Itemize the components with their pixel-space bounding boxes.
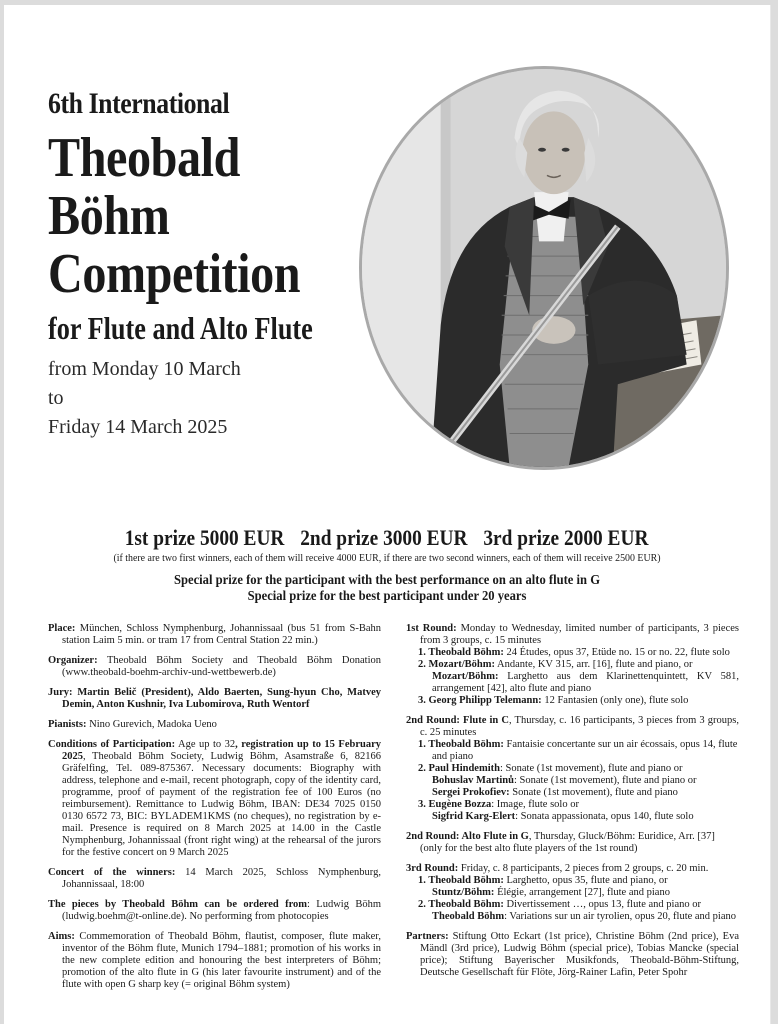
repertoire-item: Sigfrid Karg-Elert: Sonata appassionata, opus 140, flute solo — [432, 811, 694, 822]
round-2-flute-info — [406, 715, 739, 739]
organizer-text: Theobald Böhm Society and Theobald Böhm Donation (www.theobald-boehm-archiv-und-wettbewerb.de) — [62, 655, 381, 678]
special-prize-1: Special prize for the participant with the best performance on an alto flute in G — [173, 573, 601, 588]
prize-note: (if there are two first winners, each of them will receive 4000 EUR, if there are two second winners, each of them will receive 2500 EUR) — [113, 552, 661, 564]
pieces-text: : Ludwig Böhm (ludwig.boehm@t-online.de). No performing from photocopies — [62, 899, 381, 922]
repertoire-item: Theobald Böhm: Variations sur un air tyrolien, opus 20, flute and piano — [432, 911, 737, 922]
conditions-text: , Theobald Böhm Society, Ludwig Böhm, Asamstraße 6, 82166 Gräfelfing, Tel. 089-875367. Necessary documents: Biography with address, telephone and e-mail, recent photograph, copy of the identity card, programme, proof of payment of the registration fee of 100 Euros (no reimbursement). Remittance to Ludwig Böhm, IBAN: DE34 7025 0150 0130 6572 73, BIC: BYLADEM1KMS (no cheques), no registration by e-mail. Presence is required on 8 March 2025 at 14.00 in the Castle Nymphenburg, Johannissaal (front right wing) at the rehearsal of the jurors for the festive concert on 9 March 2025 — [62, 751, 381, 858]
conditions-info — [48, 739, 381, 859]
round-3-text: Friday, c. 8 participants, 2 pieces from 2 groups, c. 20 min. — [458, 863, 709, 874]
round-2-repertoire — [406, 739, 739, 823]
pre-title: 6th International — [48, 87, 230, 120]
round-2-alto-text: , Thursday, Gluck/Böhm: Euridice, Arr. [37] — [528, 831, 715, 842]
concert-label: Concert of the winners: — [48, 867, 176, 878]
info-column-left — [48, 623, 381, 999]
partners-label: Partners: — [406, 931, 449, 942]
repertoire-item: Mozart/Böhm: Larghetto aus dem Klarinettenquintett, KV 581, arrangement [42], alto flute and piano — [432, 671, 739, 694]
repertoire-item: Bohuslav Martinů: Sonate (1st movement), flute and piano or — [432, 775, 697, 786]
round-2-alto-note: (only for the best alto flute players of the 1st round) — [420, 843, 638, 854]
concert-text: 14 March 2025, Schloss Nymphenburg, Johannissaal, 18:00 — [62, 867, 381, 890]
special-prize-2: Special prize for the best participant under 20 years — [247, 589, 527, 604]
jury-label: Jury: — [48, 687, 73, 698]
concert-info — [48, 867, 381, 891]
round-2-alto-info — [406, 831, 739, 843]
portrait-image — [359, 66, 729, 470]
organizer-label: Organizer: — [48, 655, 98, 666]
round-1-label: 1st Round: — [406, 623, 457, 634]
title-line-2: Böhm — [48, 185, 170, 247]
repertoire-item: 3. Georg Philipp Telemann: 12 Fantasien (only one), flute solo — [418, 695, 689, 706]
aims-text: Commemoration of Theobald Böhm, flautist, composer, flute maker, inventor of the Böhm flute, Munich 1794–1881; promotion of his works in the new complete edition and honouring the best interpreters of Böhm; promotion of the alto flute in G (his later favourite instrument) and of the flute with open G sharp key (= original Böhm system) — [62, 931, 381, 990]
jury-text: Martin Belič (President), Aldo Baerten, Sung-hyun Cho, Matvey Demin, Anton Kushnir, Iva Lubomirova, Ruth Wentorf — [62, 687, 381, 710]
repertoire-item: 1. Theobald Böhm: 24 Études, opus 37, Etüde no. 15 or no. 22, flute solo — [418, 647, 730, 658]
prizes-section — [4, 525, 770, 605]
place-text: München, Schloss Nymphenburg, Johannissaal (bus 51 from S-Bahn station Laim 5 min. or tram 17 from Central Station 22 min.) — [62, 623, 381, 646]
repertoire-item: 3. Eugène Bozza: Image, flute solo or — [418, 799, 579, 810]
round-2-text: , Thursday, c. 16 participants, 3 pieces from 3 groups, c. 25 minutes — [420, 715, 739, 738]
round-1-text: Monday to Wednesday, limited number of participants, 3 pieces from 3 groups, c. 15 minutes — [420, 623, 739, 646]
round-3-repertoire — [406, 875, 739, 923]
repertoire-item: 2. Theobald Böhm: Divertissement …, opus 13, flute and piano or — [418, 899, 702, 910]
round-3-info — [406, 863, 739, 875]
repertoire-item: 2. Paul Hindemith: Sonate (1st movement), flute and piano or — [418, 763, 683, 774]
partners-text: Stiftung Otto Eckart (1st price), Christine Böhm (2nd price), Eva Mändl (3rd price), Ludwig Böhm (special price), Tobias Mancke (special price); Stiftung Bayerischer Musikfonds, Theobald-Böhm-Stiftung, Deutsche Gesellschaft für Flöte, Jörg-Rainer Lafin, Peter Spohr — [420, 931, 739, 978]
partners-info — [406, 931, 739, 979]
date-from: from Monday 10 March — [48, 358, 241, 380]
place-label: Place: — [48, 623, 76, 634]
poster-header — [48, 87, 371, 442]
round-2-alto-label: 2nd Round: Alto Flute in G — [406, 831, 529, 842]
aims-info — [48, 931, 381, 991]
repertoire-item: Stuntz/Böhm: Élégie, arrangement [27], flute and piano — [432, 887, 670, 898]
repertoire-item: Sergei Prokofiev: Sonate (1st movement), flute and piano — [432, 787, 678, 798]
repertoire-item: 2. Mozart/Böhm: Andante, KV 315, arr. [16], flute and piano, or — [418, 659, 693, 670]
poster-page — [4, 5, 770, 1024]
conditions-age: Age up to 32 — [175, 739, 236, 750]
dates — [48, 355, 371, 442]
round-1-info — [406, 623, 739, 647]
place-info — [48, 623, 381, 647]
pieces-info — [48, 899, 381, 923]
first-prize: 1st prize 5000 EUR — [125, 525, 285, 550]
conditions-label: Conditions of Participation: — [48, 739, 176, 750]
title-line-3: Competition — [48, 243, 301, 305]
title-line-1: Theobald — [48, 127, 240, 189]
third-prize: 3rd prize 2000 EUR — [483, 525, 649, 550]
pieces-label: The pieces by Theobald Böhm can be ordered from — [48, 899, 308, 910]
round-2-label: 2nd Round: Flute in C — [406, 715, 509, 726]
jury-info — [48, 687, 381, 711]
pianists-label: Pianists: — [48, 719, 87, 730]
info-column-right — [406, 623, 739, 987]
portrait-illustration — [362, 69, 726, 467]
repertoire-item: 1. Theobald Böhm: Fantaisie concertante sur un air écossais, opus 14, flute and piano — [418, 739, 738, 762]
pianists-text: Nino Gurevich, Madoka Ueno — [86, 719, 217, 730]
aims-label: Aims: — [48, 931, 75, 942]
pianists-info — [48, 719, 381, 731]
registration-deadline: , registration up to 15 February 2025 — [62, 739, 381, 762]
subtitle: for Flute and Alto Flute — [48, 310, 313, 346]
date-to-word: to — [48, 387, 64, 409]
round-1-repertoire — [406, 647, 739, 707]
prize-amounts — [117, 525, 657, 551]
round-3-label: 3rd Round: — [406, 863, 459, 874]
date-to: Friday 14 March 2025 — [48, 416, 228, 438]
repertoire-item: 1. Theobald Böhm: Larghetto, opus 35, flute and piano, or — [418, 875, 668, 886]
second-prize: 2nd prize 3000 EUR — [300, 525, 468, 550]
organizer-info — [48, 655, 381, 679]
